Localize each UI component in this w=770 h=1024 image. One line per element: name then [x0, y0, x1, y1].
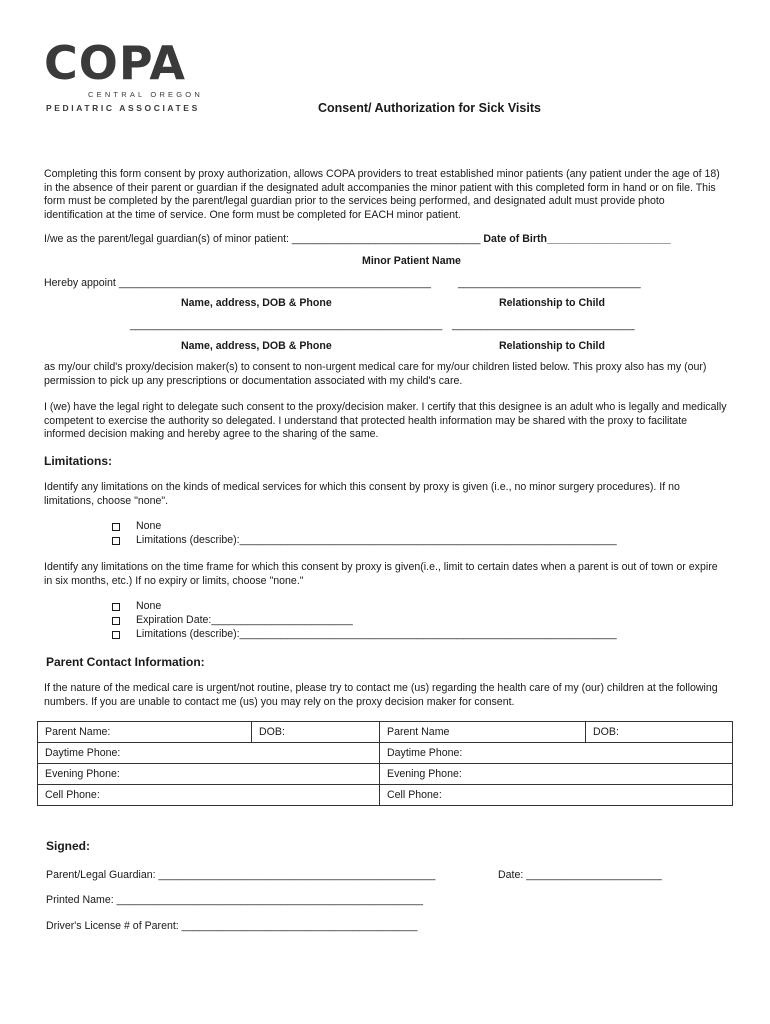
legal-paragraph: I (we) have the legal right to delegate such consent to the proxy/decision maker. I certify that this designee is an adult who is legally and medically competent to exercise the authority so delegated. I understand that protected health information may be shared with the proxy to facilitate informed decision making and hereby agree to the sharing of the same. — [44, 401, 727, 440]
parent-name-cell-left[interactable]: Parent Name: — [38, 722, 252, 743]
table-row — [38, 785, 733, 806]
guardian-signature-field[interactable]: Parent/Legal Guardian: _______________________________________________ — [46, 869, 436, 881]
printed-name-field[interactable]: Printed Name: ____________________________________________________ — [46, 894, 424, 906]
logo-subtitle-line2: PEDIATRIC ASSOCIATES — [46, 103, 200, 113]
appoint-relationship-blank-2[interactable]: _______________________________ — [452, 319, 635, 331]
relationship-caption: Relationship to Child — [499, 297, 605, 309]
none-checkbox[interactable] — [112, 523, 120, 531]
minor-patient-name-caption: Minor Patient Name — [362, 255, 461, 267]
dob-cell-right[interactable]: DOB: — [586, 722, 733, 743]
expiration-date-checkbox[interactable] — [112, 617, 120, 625]
cell-phone-cell-right[interactable]: Cell Phone: — [380, 785, 733, 806]
appoint-name-blank-2[interactable]: _____________________________________________________ — [130, 319, 443, 331]
parent-contact-text: If the nature of the medical care is urgent/not routine, please try to contact me (us) regarding the health care of my (our) children at the following numbers. If you are unable to contact me (us) you may rely on the proxy decision maker for consent. — [44, 682, 718, 708]
appoint-prefix: Hereby appoint — [44, 277, 116, 289]
limitations-heading: Limitations: — [44, 454, 112, 468]
table-row — [38, 722, 733, 743]
name-address-caption: Name, address, DOB & Phone — [181, 297, 332, 309]
table-row — [38, 743, 733, 764]
appoint-relationship-blank[interactable]: _______________________________ — [458, 277, 641, 289]
drivers-license-field[interactable]: Driver's License # of Parent: ________________________________________ — [46, 920, 418, 932]
limitations-text-1: Identify any limitations on the kinds of medical services for which this consent by proxy is given (i.e., no minor surgery procedures). If no limitations, choose "none". — [44, 481, 680, 507]
parent-contact-heading: Parent Contact Information: — [46, 655, 205, 669]
guardian-line[interactable] — [44, 233, 671, 245]
document-title: Consent/ Authorization for Sick Visits — [318, 101, 541, 115]
appoint-line[interactable] — [44, 277, 431, 289]
parent-contact-table — [37, 721, 733, 806]
dob-label: Date of Birth_____________________ — [483, 233, 671, 245]
none-option-label: None — [136, 520, 162, 532]
daytime-phone-cell-right[interactable]: Daytime Phone: — [380, 743, 733, 764]
date-field[interactable]: Date: _______________________ — [498, 869, 662, 881]
daytime-phone-cell-left[interactable]: Daytime Phone: — [38, 743, 380, 764]
expiration-date-field[interactable]: Expiration Date:________________________ — [136, 614, 353, 626]
copa-logo: COPA — [44, 36, 186, 90]
evening-phone-cell-left[interactable]: Evening Phone: — [38, 764, 380, 785]
limitations-describe-checkbox[interactable] — [112, 537, 120, 545]
intro-paragraph: Completing this form consent by proxy authorization, allows COPA providers to treat established minor patients (any patient under the age of 18) in the absence of their parent or guardian if the designated adult accompanies the minor patient with this completed form in hand or on file. This form must be completed by the parent/legal guardian prior to the services being performed, and designated adult must provide photo identification at the time of service. One form must be completed for EACH minor patient. — [44, 168, 720, 221]
guardian-line-prefix: I/we as the parent/legal guardian(s) of minor patient: ________________________________ — [44, 233, 481, 245]
evening-phone-cell-right[interactable]: Evening Phone: — [380, 764, 733, 785]
none-option-label-2: None — [136, 600, 162, 612]
proxy-paragraph: as my/our child's proxy/decision maker(s) to consent to non-urgent medical care for my/our children listed below. This proxy also has my (our) permission to pick up any prescriptions or documentation associated with my child's care. — [44, 361, 707, 387]
limitations-describe-checkbox-2[interactable] — [112, 631, 120, 639]
table-row — [38, 764, 733, 785]
none-checkbox-2[interactable] — [112, 603, 120, 611]
limitations-describe-field[interactable]: Limitations (describe):________________________________________________________________ — [136, 534, 617, 546]
logo-subtitle-line1: CENTRAL OREGON — [88, 90, 203, 99]
relationship-caption-2: Relationship to Child — [499, 340, 605, 352]
cell-phone-cell-left[interactable]: Cell Phone: — [38, 785, 380, 806]
dob-cell-left[interactable]: DOB: — [252, 722, 380, 743]
signed-heading: Signed: — [46, 839, 90, 853]
name-address-caption-2: Name, address, DOB & Phone — [181, 340, 332, 352]
limitations-text-2: Identify any limitations on the time frame for which this consent by proxy is given(i.e., limit to certain dates when a parent is out of town or expire in six months, etc.) If no expiry or limits, choose "none." — [44, 561, 718, 587]
appoint-name-blank[interactable]: _____________________________________________________ — [118, 277, 432, 289]
parent-name-cell-right[interactable]: Parent Name — [380, 722, 586, 743]
limitations-describe-field-2[interactable]: Limitations (describe):________________________________________________________________ — [136, 628, 617, 640]
